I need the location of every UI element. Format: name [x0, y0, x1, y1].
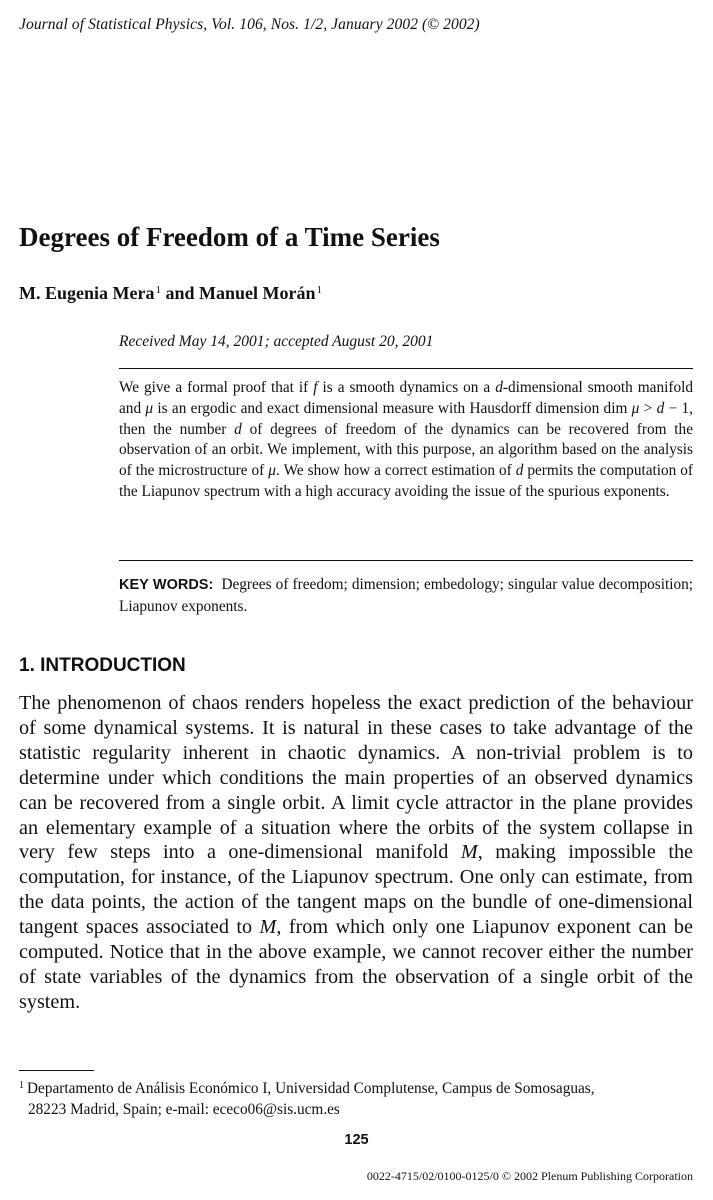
math-symbol: μ	[631, 399, 640, 417]
abstract-bottom-rule	[119, 560, 693, 561]
math-symbol: M	[259, 916, 277, 939]
footnote-mark: 1	[19, 1080, 24, 1091]
footnote-line: $^1$ Departamento de Análisis Económico I, Universidad Complutense, Campus de Somosaguas,	[19, 1080, 595, 1097]
math-symbol: μ	[268, 462, 276, 480]
section-heading: 1. INTRODUCTION	[19, 655, 186, 676]
math-symbol: d	[234, 420, 242, 438]
keywords-text: Degrees of freedom; dimension; embedology; singular value decomposition; Liapunov exponents.	[119, 576, 693, 615]
text-run: -dimensional smooth manifold and	[119, 379, 693, 417]
text-run: We give a formal proof that if	[119, 379, 314, 396]
text-run: , making impossible the computation, for instance, of the Liapunov spectrum. One only can estimate, from the data points, the action of the tangent maps on the bundle of one-dimensional tangent spaces associated to	[19, 841, 693, 939]
keywords-label: KEY WORDS:	[119, 577, 214, 593]
footnote	[19, 1076, 693, 1120]
author-name: Manuel Morán	[199, 283, 316, 303]
text-run: The phenomenon of chaos renders hopeless the exact prediction of the behaviour of some dynamical systems. It is natural in these cases to take advantage of the statistic regularity inherent in chaotic dynamics. A non-trivial problem is to determine under which conditions the main properties of an observed dynamics can be recovered from a single orbit. A limit cycle attractor in the plane provides an elementary example of a situation where the orbits of the system collapse in very few steps into a one-dimensional manifold	[19, 692, 693, 864]
math-symbol: d	[515, 462, 524, 480]
affiliation-mark: 1	[155, 284, 161, 296]
introduction-paragraph	[19, 691, 693, 1015]
math-symbol: d	[656, 399, 665, 417]
text-run: is an ergodic and exact dimensional measure with Hausdorff dimension dim	[153, 399, 632, 417]
page-number: 125	[344, 1132, 369, 1148]
author-joiner: and	[165, 283, 195, 303]
text-run: is a smooth dynamics on a	[317, 379, 496, 396]
abstract-top-rule	[119, 368, 693, 369]
author-line	[19, 283, 322, 304]
received-date: Received May 14, 2001; accepted August 20, 2001	[119, 333, 434, 350]
abstract	[119, 378, 693, 503]
text-run: . We show how a correct estimation of	[275, 462, 516, 480]
text-run: of degrees of freedom of the dynamics can be recovered from the observation of an orbit. We implement, with this purpose, an algorithm based on the analysis of the microstructure of	[119, 420, 693, 480]
copyright-line: 0022-4715/02/0100-0125/0 © 2002 Plenum Publishing Corporation	[366, 1169, 693, 1183]
affiliation-mark: 1	[316, 284, 323, 296]
math-symbol: M	[460, 841, 478, 864]
math-symbol: f	[313, 379, 318, 396]
text-run: , from which only one Liapunov exponent can be computed. Notice that in the above example, we cannot recover either the number of state variables of the dynamics from the observation of a single orbit of the system.	[19, 916, 693, 1013]
keywords	[119, 574, 693, 618]
math-symbol: d	[495, 379, 503, 396]
article-title: Degrees of Freedom of a Time Series	[19, 222, 440, 252]
math-symbol: μ	[145, 399, 154, 417]
text-run: permits the computation of the Liapunov spectrum with a high accuracy avoiding the issue of the spurious exponents.	[119, 462, 693, 500]
footnote-line: 28223 Madrid, Spain; e-mail: ececo06@sis.ucm.es	[28, 1100, 340, 1118]
text-run: − 1, then the number	[119, 399, 693, 438]
footnote-rule	[19, 1070, 94, 1071]
text-run: >	[639, 399, 657, 417]
author-name: M. Eugenia Mera	[19, 283, 155, 303]
journal-header: Journal of Statistical Physics, Vol. 106, Nos. 1/2, January 2002 (© 2002)	[19, 16, 480, 33]
